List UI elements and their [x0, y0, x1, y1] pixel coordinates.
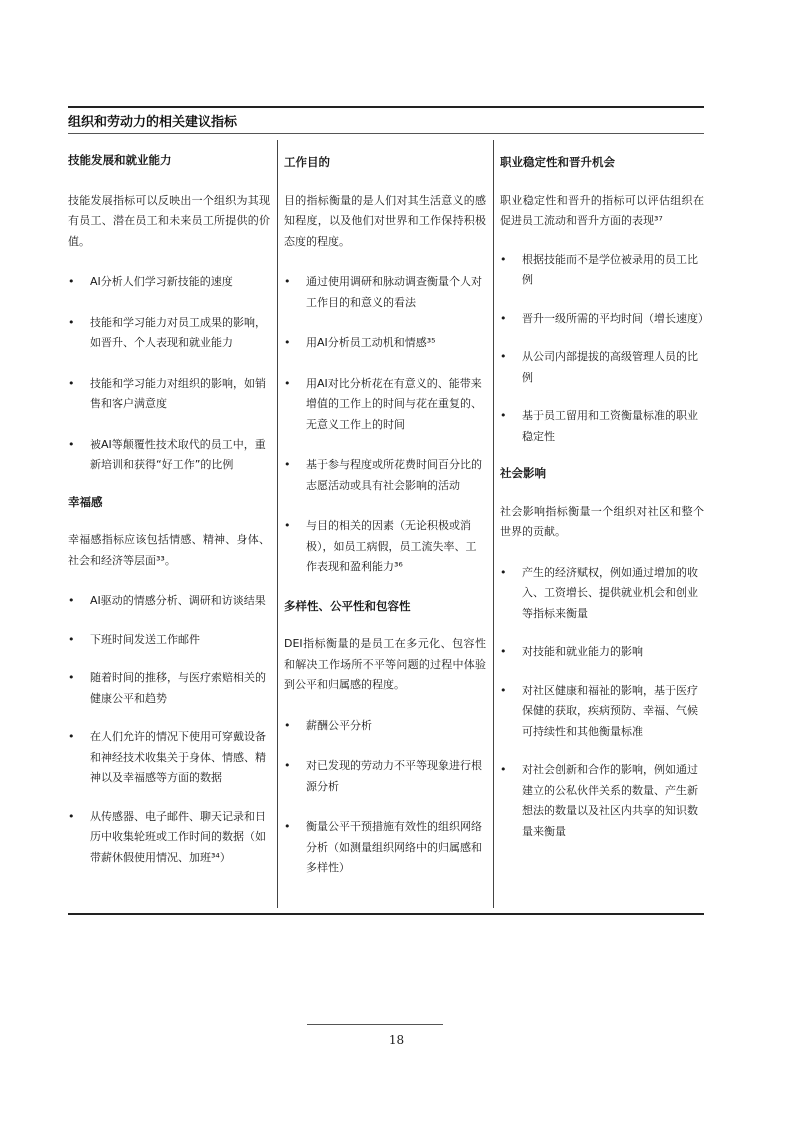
list-item: • 与目的相关的因素（无论积极或消极），如员工病假，员工流失率、工作表现和盈利能力³⁶ [284, 516, 486, 578]
bullet-icon: • [284, 376, 291, 390]
list-item: • 从传感器、电子邮件、聊天记录和日历中收集轮班或工作时间的数据（如带薪休假使用情况、加班³⁴） [68, 807, 270, 869]
section-heading-social: 社会影响 [500, 466, 546, 480]
indicator-list-purpose [284, 272, 486, 578]
table-title-rule [68, 133, 704, 134]
table-title: 组织和劳动力的相关建议指标 [68, 115, 238, 130]
table-top-rule [68, 106, 704, 108]
bullet-icon: • [500, 252, 507, 266]
list-item: • 基于员工留用和工资衡量标准的职业稳定性 [500, 406, 704, 447]
list-item: • 基于参与程度或所花费时间百分比的志愿活动或具有社会影响的活动 [284, 455, 486, 496]
indicator-list-social [500, 563, 704, 843]
section-intro-wellbeing: 幸福感指标应该包括情感、精神、身体、社会和经济等层面³³。 [68, 533, 270, 567]
bullet-icon: • [68, 671, 75, 684]
column-skills-wellbeing [68, 150, 270, 868]
bullet-icon: • [68, 376, 75, 390]
list-item: • 在人们允许的情况下使用可穿戴设备和神经技术收集关于身体、情感、精神以及幸福感等方面的数据 [68, 727, 270, 789]
bullet-icon: • [500, 350, 507, 363]
bullet-icon: • [500, 763, 507, 776]
indicator-list-career [500, 250, 709, 448]
list-item: • 对技能和就业能力的影响 [500, 642, 704, 663]
section-intro-dei: DEI指标衡量的是员工在多元化、包容性和解决工作场所不平等问题的过程中体验到公平和归属感的程度。 [284, 637, 486, 691]
list-item: • 技能和学习能力对员工成果的影响，如晋升、个人表现和就业能力 [68, 313, 270, 354]
bullet-icon: • [500, 565, 507, 579]
column-career-social [500, 150, 709, 842]
bullet-icon: • [68, 809, 75, 823]
section-heading-purpose: 工作目的 [284, 155, 330, 169]
list-item: • 晋升一级所需的平均时间（增长速度） [500, 309, 704, 330]
bullet-icon: • [500, 409, 507, 422]
bullet-icon: • [68, 315, 75, 329]
bullet-icon: • [68, 275, 75, 288]
list-item: • 产生的经济赋权，例如通过增加的收入、工资增长、提供就业机会和创业等指标来衡量 [500, 563, 704, 625]
list-item: • 根据技能而不是学位被录用的员工比例 [500, 250, 704, 291]
section-intro-skills: 技能发展指标可以反映出一个组织为其现有员工、潜在员工和未来员工所提供的价值。 [68, 193, 270, 248]
section-heading-career: 职业稳定性和晋升机会 [500, 155, 615, 169]
section-heading-skills: 技能发展和就业能力 [68, 153, 172, 167]
section-intro-purpose: 目的指标衡量的是人们对其生活意义的感知程度，以及他们对世界和工作保持积极态度的程度。 [284, 193, 486, 248]
bullet-icon: • [500, 311, 507, 325]
bullet-icon: • [284, 759, 291, 772]
indicator-list-wellbeing [68, 591, 270, 868]
bullet-icon: • [68, 594, 75, 607]
section-intro-social: 社会影响指标衡量一个组织对社区和整个世界的贡献。 [500, 504, 704, 538]
bullet-icon: • [500, 645, 507, 658]
bullet-icon: • [284, 519, 291, 532]
bullet-icon: • [284, 458, 291, 471]
list-item: • 技能和学习能力对组织的影响，如销售和客户满意度 [68, 374, 270, 415]
list-item: • 下班时间发送工作邮件 [68, 630, 270, 651]
bullet-icon: • [68, 437, 75, 451]
list-item: • 衡量公平干预措施有效性的组织网络分析（如测量组织网络中的归属感和多样性） [284, 817, 486, 879]
column-divider [493, 140, 494, 908]
indicator-list-dei [284, 716, 486, 879]
bullet-icon: • [500, 683, 507, 697]
column-purpose-dei [284, 150, 486, 879]
section-heading-dei: 多样性、公平性和包容性 [284, 598, 411, 613]
indicator-list-skills [68, 272, 270, 476]
footer-rule [307, 1024, 443, 1025]
list-item: • 对已发现的劳动力不平等现象进行根源分析 [284, 756, 486, 797]
bullet-icon: • [284, 336, 291, 349]
column-divider [277, 140, 278, 908]
section-intro-career: 职业稳定性和晋升的指标可以评估组织在促进员工流动和晋升方面的表现³⁷ [500, 193, 704, 227]
list-item: • 被AI等颠覆性技术取代的员工中，重新培训和获得“好工作”的比例 [68, 435, 270, 476]
table-bottom-rule [68, 913, 704, 915]
section-heading-wellbeing: 幸福感 [68, 494, 103, 509]
bullet-icon: • [284, 820, 291, 833]
bullet-icon: • [68, 632, 75, 646]
bullet-icon: • [284, 718, 291, 732]
list-item: • AI驱动的情感分析、调研和访谈结果 [68, 591, 270, 612]
list-item: • 从公司内部提拔的高级管理人员的比例 [500, 347, 704, 388]
bullet-icon: • [68, 730, 75, 743]
list-item: • 随着时间的推移，与医疗索赔相关的健康公平和趋势 [68, 668, 270, 709]
page-number: 18 [388, 1033, 405, 1047]
list-item: • 用AI对比分析花在有意义的、能带来增值的工作上的时间与花在重复的、无意义工作上的时间 [284, 374, 486, 436]
list-item: • 薪酬公平分析 [284, 716, 486, 737]
list-item: • AI分析人们学习新技能的速度 [68, 272, 270, 293]
list-item: • 对社会创新和合作的影响，例如通过建立的公私伙伴关系的数量、产生新想法的数量以及社区内共享的知识数量来衡量 [500, 760, 704, 842]
list-item: • 用AI分析员工动机和情感³⁵ [284, 333, 486, 354]
list-item: • 通过使用调研和脉动调查衡量个人对工作目的和意义的看法 [284, 272, 486, 313]
bullet-icon: • [284, 275, 291, 288]
list-item: • 对社区健康和福祉的影响，基于医疗保健的获取，疾病预防、幸福、气候可持续性和其他衡量标准 [500, 681, 704, 743]
